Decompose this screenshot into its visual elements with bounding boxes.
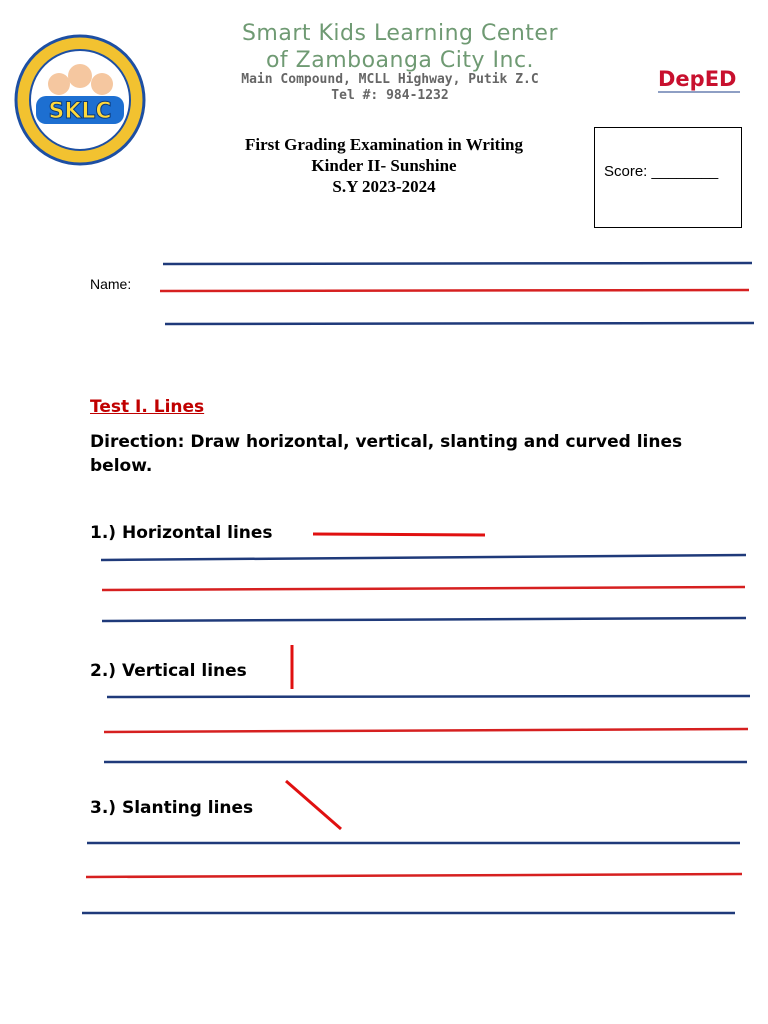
address-line: Main Compound, MCLL Highway, Putik Z.C [241,72,539,87]
name-line-middle [160,290,749,291]
item-horizontal-lines: 1.) Horizontal lines [90,523,273,543]
item-slanting-lines: 3.) Slanting lines [90,798,254,818]
horizontal-line-middle [102,587,745,590]
item-vertical-lines: 2.) Vertical lines [90,661,247,681]
logo-text: SKLC [48,99,112,124]
vertical-line-middle [104,729,748,732]
sample-slanting-stroke [286,781,341,829]
horizontal-line-top [101,555,746,560]
name-label: Name: [90,276,132,292]
school-name-line2: of Zamboanga City Inc. [265,48,535,73]
sample-horizontal-stroke [313,534,485,535]
name-line-top [163,263,752,264]
exam-title: First Grading Examination in Writing [244,135,524,154]
horizontal-line-bottom [102,618,746,621]
score-label: Score: ________ [604,163,719,180]
slanting-line-middle [86,874,742,877]
vertical-line-top [107,696,750,697]
test-title: Test I. Lines [90,397,205,417]
exam-school-year: S.Y 2023-2024 [332,177,436,196]
test-direction: Direction: Draw horizontal, vertical, slanting and curved lines below. [90,432,683,476]
exam-class: Kinder II- Sunshine [311,156,457,175]
tel-line: Tel #: 984-1232 [331,88,449,103]
deped-text: DepED [658,67,737,91]
school-name-line1: Smart Kids Learning Center [241,21,559,46]
name-line-bottom [165,323,754,324]
